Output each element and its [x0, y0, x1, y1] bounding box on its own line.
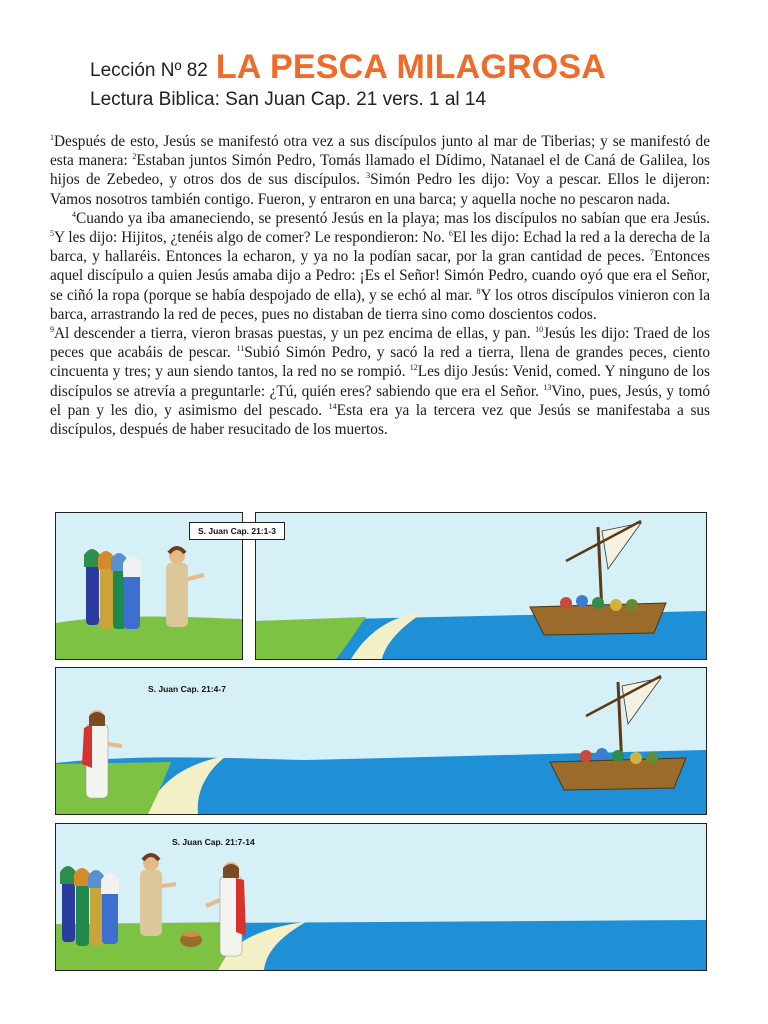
verse: $^{11}$Subió Simón Pedro, y sacó la red a tierra, llena de grandes peces, ciento cincuenta y tres; y aun siendo tantos, la red no se rompió. [50, 344, 710, 381]
comic-panel-3 [55, 823, 707, 971]
lesson-title: LA PESCA MILAGROSA [215, 48, 607, 86]
paragraph-3 [50, 324, 710, 439]
verse: $^2$Estaban juntos Simón Pedro, Tomás llamado el Dídimo, Natanael el de Caná de Galilea, los hijos de Zebedeo, y otros dos de sus discípulos. [50, 152, 710, 189]
basket [180, 931, 202, 947]
verse: $^7$Entonces aquel discípulo a quien Jesús amaba dijo a Pedro: ¡Es el Señor! Simón Pedro, cuando oyó que era el Señor, se ciñó la ropa (porque se había despojado de ella), y se echó al mar. [50, 248, 710, 304]
verse: $^{14}$Esta era ya la tercera vez que Jesús se manifestaba a sus discípulos, después de haber resucitado de los muertos. [50, 401, 710, 439]
verse: $^5$Y les dijo: Hijitos, ¿tenéis algo de comer? Le respondieron: No. [50, 228, 449, 247]
peter-figure [166, 548, 204, 627]
disciple-figure [60, 866, 76, 942]
lesson-number: Lección Nº 82 [90, 60, 208, 81]
verse: $^4$Cuando ya iba amaneciendo, se presentó Jesús en la playa; mas los discípulos no sabían que era Jesús. [72, 209, 710, 227]
boat-at-night-illustration [256, 513, 706, 659]
verse: $^3$Simón Pedro les dijo: Voy a pescar. Ellos le dijeron: Vamos nosotros también contigo. Fueron, y entraron en una barca; y aquella noche no pescaron nada. [50, 171, 710, 208]
disciple-figure [74, 868, 90, 946]
verse: $^{12}$Les dijo Jesús: Venid, comed. Y ninguno de los discípulos se atrevía a preguntarle: ¿Tú, quién eres? sabiendo que era el Señor. [50, 363, 710, 400]
verse: $^6$El les dijo: Echad la red a la derecha de la barca, y hallaréis. Entonces la echaron, y ya no la podían sacar, por la gran cantidad de peces. [50, 228, 710, 266]
verse: $^{13}$Vino, pues, Jesús, y tomó el pan y les dio, y asimismo del pescado. [50, 382, 710, 419]
header [90, 48, 606, 88]
panel-2-caption: S. Juan Cap. 21:4-7 [148, 684, 226, 694]
reading-reference: Lectura Biblica: San Juan Cap. 21 vers. 1 al 14 [90, 89, 487, 110]
boat [530, 521, 666, 635]
panel-1-caption: S. Juan Cap. 21:1-3 [189, 522, 285, 540]
verse: $^9$Al descender a tierra, vieron brasas puestas, y un pez encima de ellas, y pan. [50, 324, 536, 343]
boat [550, 676, 686, 790]
paragraph-2 [50, 209, 710, 324]
disciple-figure [123, 556, 141, 629]
paragraph-1 [50, 132, 710, 209]
verse: $^{10}$Jesús les dijo: Traed de los peces que acabáis de pescar. [50, 324, 710, 362]
verse: $^1$Después de esto, Jesús se manifestó otra vez a sus discípulos junto al mar de Tiberias; y se manifestó de esta manera: [50, 132, 710, 170]
panel-3-caption: S. Juan Cap. 21:7-14 [172, 837, 255, 847]
scripture-text [50, 132, 710, 439]
jesus-with-disciples-illustration [56, 824, 706, 970]
comic-panel-1b [255, 512, 707, 660]
disciple-figure [84, 549, 100, 625]
verse: $^8$Y los otros discípulos vinieron con la barca, arrastrando la red de peces, pues no distaban de tierra sino como doscientos codos. [50, 286, 710, 323]
disciple-figure [101, 873, 119, 944]
